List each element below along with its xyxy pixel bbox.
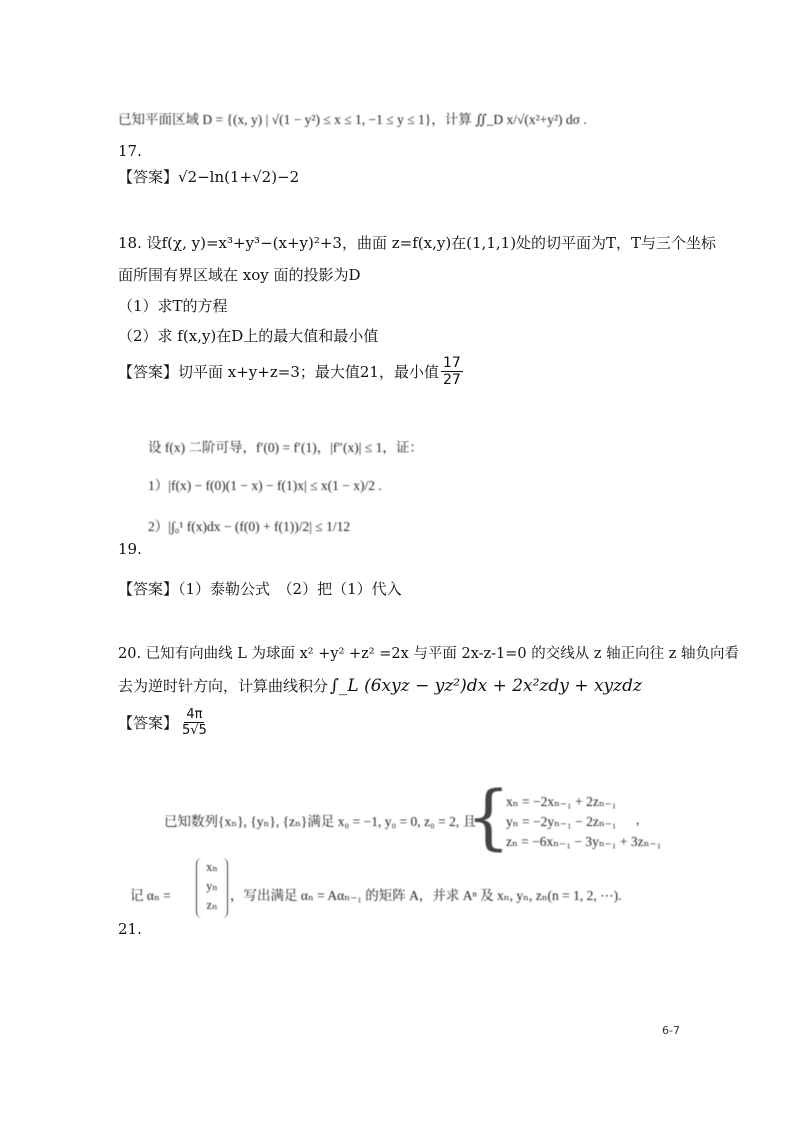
q18-part1: （1）求T的方程: [118, 297, 228, 315]
q17-answer: [118, 166, 299, 187]
q18-min-fraction: $\frac{17}{27}$: [442, 355, 461, 388]
q20-line2: [118, 675, 642, 696]
answer-label: 【答案】: [118, 714, 179, 732]
q21-note-suffix: ，写出满足 αₙ = Aαₙ₋₁ 的矩阵 A，并求 Aⁿ 及 xₙ, yₙ, zₙ(n = 1, 2, ⋯).: [230, 888, 622, 903]
q19-item1: 1）|f(x) − f(0)(1 − x) − f(1)x| ≤ x(1 − x)/2 .: [148, 478, 382, 493]
q20-answer: [118, 708, 209, 737]
q19-given: 设 f(x) 二阶可导，f′(0) = f′(1)，|f″(x)| ≤ 1，证：: [148, 440, 423, 455]
q17-answer-text: √2−ln(1+√2)−2: [178, 168, 300, 186]
q21-number: 21.: [118, 920, 142, 938]
q17-problem-text: 已知平面区域 D = {(x, y) | √(1 − y²) ≤ x ≤ 1, −1 ≤ y ≤ 1}，计算 ∬_D x/√(x²+y²) dσ .: [118, 112, 587, 127]
q20-line2-text: 去为逆时针方向，计算曲线积分: [118, 677, 329, 695]
q17-number: 17.: [118, 142, 142, 160]
q21-given: 已知数列{xₙ}, {yₙ}, {zₙ}满足 x₀ = −1, y₀ = 0, z₀ = 2, 且: [164, 814, 477, 829]
q19-number: 19.: [118, 540, 142, 558]
q18-line2: 面所围有界区域在 xoy 面的投影为D: [118, 266, 361, 284]
q18-answer-text: 切平面 x+y+z=3；最大值21，最小值: [178, 363, 439, 381]
q21-note-prefix: 记 αₙ =: [130, 888, 171, 903]
q21-eq2: yₙ = −2yₙ₋₁ − 2zₙ₋₁: [506, 814, 617, 829]
q19-item2: 2）|∫₀¹ f(x)dx − (f(0) + f(1))/2| ≤ 1/12: [148, 519, 351, 534]
q21-eq3: zₙ = −6xₙ₋₁ − 3yₙ₋₁ + 3zₙ₋₁: [506, 834, 662, 849]
answer-label: 【答案】: [118, 363, 179, 381]
q21-system-brace: {: [466, 776, 511, 858]
q21-vector: xₙ yₙ zₙ: [196, 858, 228, 918]
q18-part2: （2）求 f(x,y)在D上的最大值和最小值: [118, 327, 379, 345]
q21-comma: ,: [636, 812, 640, 827]
q20-answer-fraction: $\frac{4\pi}{5√5}$: [182, 707, 207, 738]
q18-line1: 18. 设f(χ, y)=x³+y³−(x+y)²+3，曲面 z=f(x,y)在(1,1,1)处的切平面为T，T与三个坐标: [118, 234, 717, 252]
q17-problem-image: [118, 108, 587, 128]
q21-eq1: xₙ = −2xₙ₋₁ + 2zₙ₋₁: [506, 794, 617, 809]
q19-answer-text: （1）泰勒公式 （2）把（1）代入: [178, 580, 402, 598]
answer-label: 【答案】: [118, 580, 179, 598]
page-number: 6-7: [662, 1024, 680, 1037]
q20-integral: ∫_L (6xyz − yz²)dx + 2x²zdy + xyzdz: [330, 676, 642, 696]
q20-line1: 20. 已知有向曲线 L 为球面 x² +y² +z² =2x 与平面 2x-z-1=0 的交线从 z 轴正向往 z 轴负向看: [118, 646, 739, 662]
q19-answer: [118, 578, 402, 599]
answer-label: 【答案】: [118, 168, 179, 186]
q18-answer: [118, 356, 463, 387]
